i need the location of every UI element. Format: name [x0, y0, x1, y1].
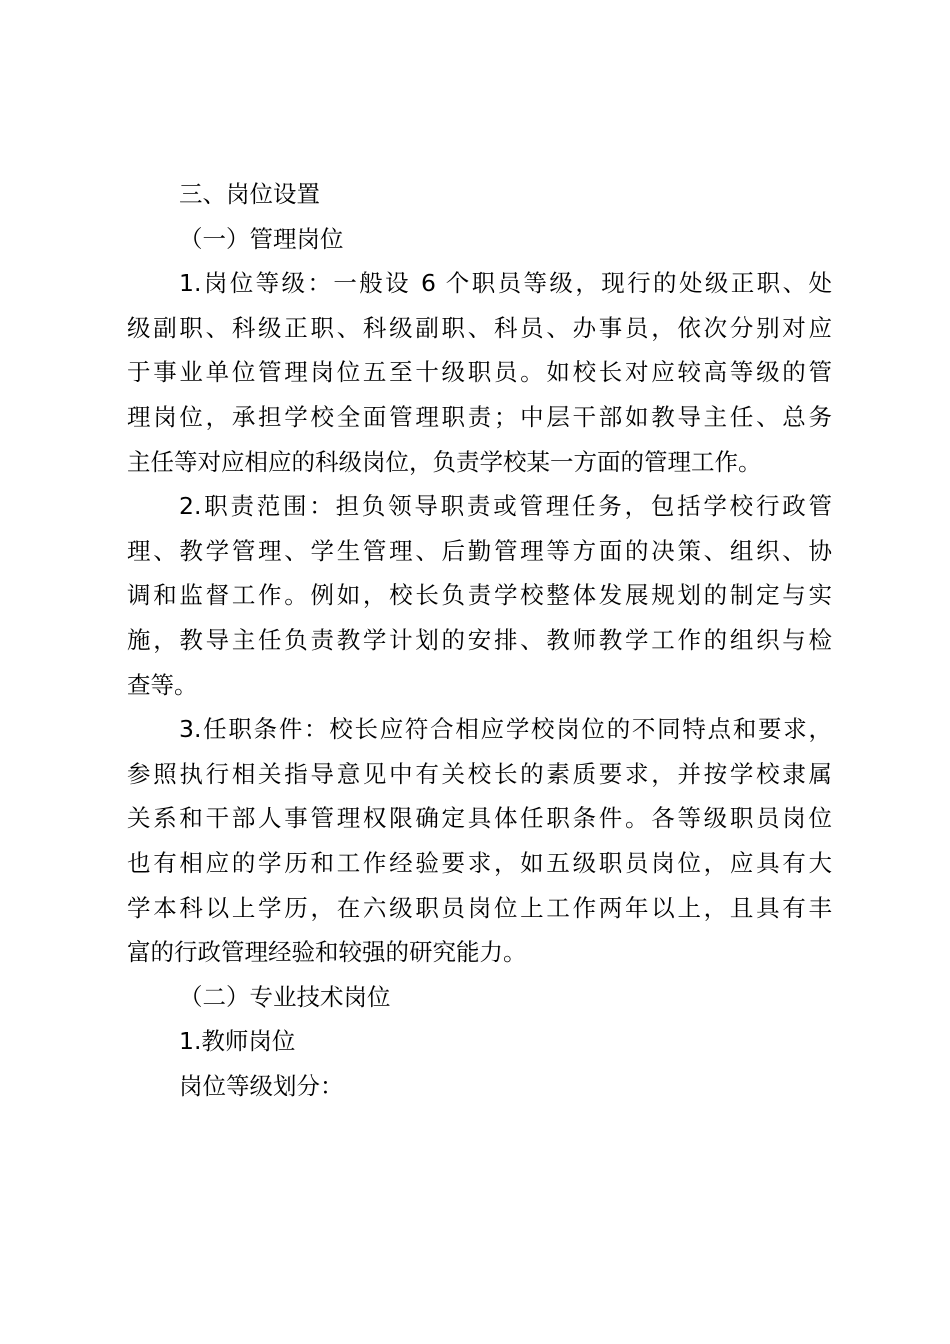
- item-heading: 1.教师岗位: [179, 1027, 296, 1056]
- document-body: [127, 172, 832, 1108]
- paragraph-line: 富的行政管理经验和较强的研究能力。: [127, 938, 527, 967]
- paragraph-line: 2.职责范围：担负领导职责或管理任务，包括学校行政管: [179, 492, 832, 521]
- paragraph-line: 主任等对应相应的科级岗位，负责学校某一方面的管理工作。: [127, 447, 762, 476]
- subsection-heading: （一）管理岗位: [179, 224, 344, 253]
- paragraph-line: 也有相应的学历和工作经验要求，如五级职员岗位，应具有大: [127, 848, 832, 877]
- paragraph-line: 理、教学管理、学生管理、后勤管理等方面的决策、组织、协: [127, 536, 832, 565]
- paragraph-line: 施，教导主任负责教学计划的安排、教师教学工作的组织与检: [127, 625, 832, 654]
- paragraph-line: 3.任职条件：校长应符合相应学校岗位的不同特点和要求，: [179, 715, 832, 744]
- paragraph-line: 级副职、科级正职、科级副职、科员、办事员，依次分别对应: [127, 313, 832, 342]
- subsection-heading: （二）专业技术岗位: [179, 982, 391, 1011]
- paragraph-line: 关系和干部人事管理权限确定具体任职条件。各等级职员岗位: [127, 804, 832, 833]
- paragraph-line: 调和监督工作。例如，校长负责学校整体发展规划的制定与实: [127, 581, 832, 610]
- section-heading: 三、岗位设置: [179, 180, 320, 208]
- paragraph-line: 学本科以上学历，在六级职员岗位上工作两年以上，且具有丰: [127, 893, 832, 922]
- paragraph-line: 于事业单位管理岗位五至十级职员。如校长对应较高等级的管: [127, 358, 832, 387]
- paragraph-line: 理岗位，承担学校全面管理职责；中层干部如教导主任、总务: [127, 402, 832, 431]
- paragraph-line: 1.岗位等级：一般设 6 个职员等级，现行的处级正职、处: [179, 269, 832, 298]
- paragraph-line: 查等。: [127, 670, 198, 699]
- paragraph-line: 岗位等级划分：: [179, 1071, 344, 1100]
- paragraph-line: 参照执行相关指导意见中有关校长的素质要求，并按学校隶属: [127, 759, 832, 788]
